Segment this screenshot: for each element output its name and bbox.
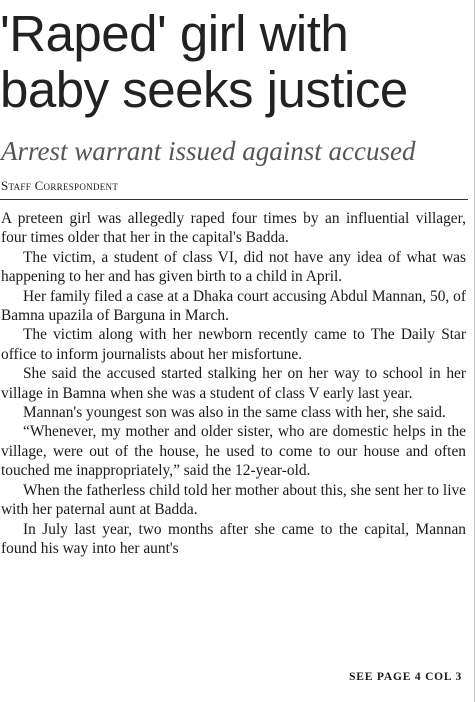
subheadline: Arrest warrant issued against accused: [1, 136, 416, 166]
paragraph: A preteen girl was allegedly raped four times by an influential villager, four times older that her in the capital's Badda.: [1, 210, 466, 247]
paragraph: She said the accused started stalking her on her way to school in her village in Bamna when she was a student of class V early last year.: [1, 365, 466, 402]
paragraph: Mannan's youngest son was also in the same class with her, she said.: [23, 404, 446, 422]
paragraph: The victim along with her newborn recently came to The Daily Star office to inform journalists about her misfortune.: [1, 326, 466, 363]
byline: Staff Correspondent: [1, 178, 119, 193]
paragraph: In July last year, two months after she came to the capital, Mannan found his way into her aunt's: [1, 520, 466, 557]
paragraph: When the fatherless child told her mother about this, she sent her to live with her paternal aunt at Badda.: [1, 481, 466, 519]
headline-line-1: 'Raped' girl with: [0, 5, 349, 62]
paragraph: “Whenever, my mother and older sister, who are domestic helps in the village, were out of the house, he used to come to our house and often touched me inappropriately,” said the 12-year-old.: [1, 423, 466, 480]
paragraph: Her family filed a case at a Dhaka court accusing Abdul Mannan, 50, of Bamna upazila of Barguna in March.: [1, 287, 466, 325]
headline-line-2: baby seeks justice: [0, 61, 408, 118]
paragraph: The victim, a student of class VI, did not have any idea of what was happening to her and has given birth to a child in April.: [1, 248, 466, 286]
headline: [0, 6, 468, 118]
continued-jump-line: SEE PAGE 4 COL 3: [349, 671, 462, 683]
article-body: [1, 209, 466, 558]
byline-divider: [0, 199, 468, 200]
